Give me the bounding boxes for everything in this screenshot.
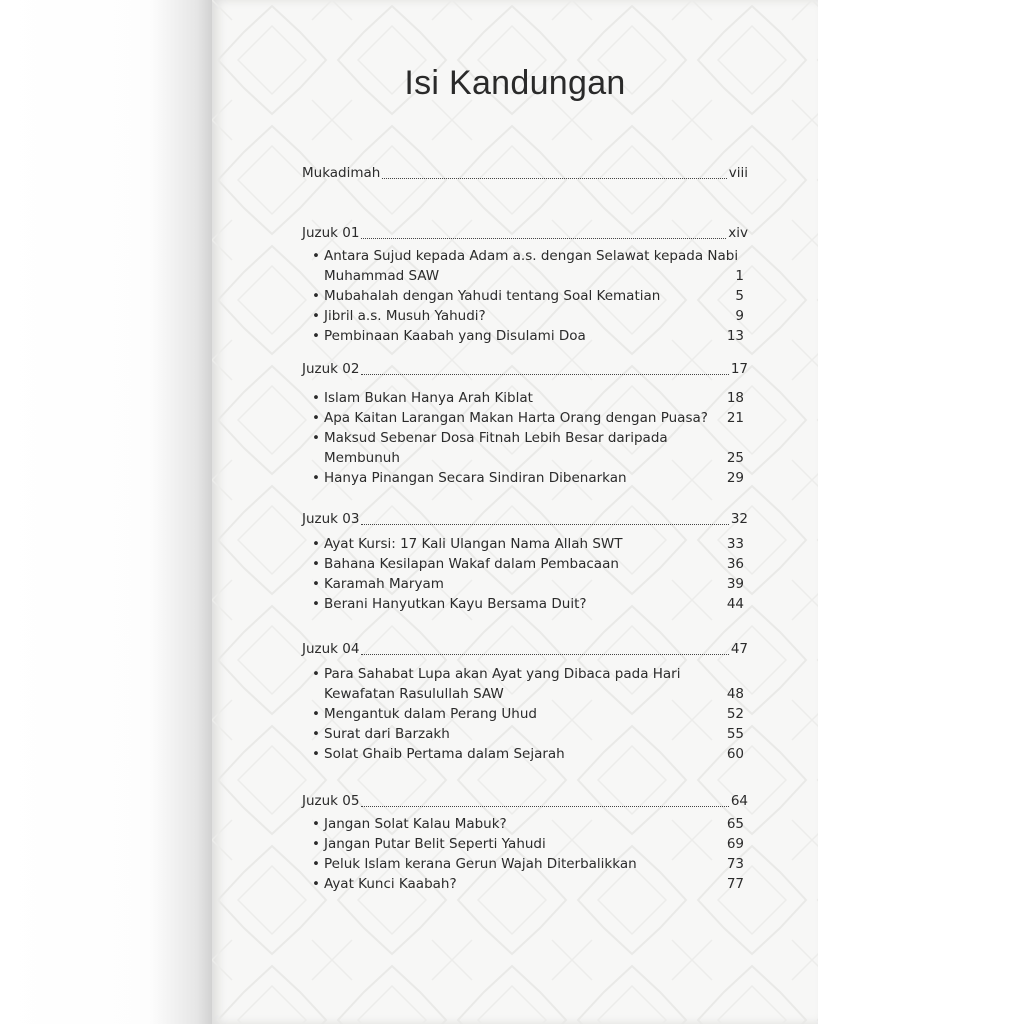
toc-chapter-page: 64: [730, 793, 748, 809]
toc-entry-page: 5: [735, 288, 744, 304]
toc-chapter-label: Juzuk 02: [302, 361, 360, 377]
toc-entry-page: 1: [735, 268, 744, 284]
toc-entry-page: 65: [726, 816, 744, 832]
toc-entry-title: Para Sahabat Lupa akan Ayat yang Dibaca pada Hari: [324, 666, 681, 682]
toc-entry-title: Pembinaan Kaabah yang Disulami Doa: [324, 328, 586, 344]
toc-chapter-page: xiv: [728, 225, 748, 241]
toc-entry-page: 52: [726, 706, 744, 722]
bullet-icon: •: [312, 328, 320, 344]
bullet-icon: •: [312, 726, 320, 742]
bullet-icon: •: [312, 390, 320, 406]
toc-entry-page: 33: [726, 536, 744, 552]
toc-entry-page: 36: [726, 556, 744, 572]
toc-entry-title: Solat Ghaib Pertama dalam Sejarah: [324, 746, 565, 762]
bullet-icon: •: [312, 410, 320, 426]
toc-entry-page: 77: [726, 876, 744, 892]
toc-entry-title-continued: Membunuh: [324, 450, 400, 466]
toc-entry-title: Jangan Solat Kalau Mabuk?: [324, 816, 507, 832]
toc-intro-label: Mukadimah: [302, 165, 381, 181]
bullet-icon: •: [312, 556, 320, 572]
bullet-icon: •: [312, 248, 320, 264]
book-spine: [0, 0, 214, 1024]
dot-leader: [382, 167, 726, 179]
toc-entry-title: Maksud Sebenar Dosa Fitnah Lebih Besar daripada: [324, 430, 668, 446]
bullet-icon: •: [312, 536, 320, 552]
toc-entry-title-continued: Muhammad SAW: [324, 268, 440, 284]
toc-entry-title-continued: Kewafatan Rasulullah SAW: [324, 686, 504, 702]
toc-entry-title: Bahana Kesilapan Wakaf dalam Pembacaan: [324, 556, 619, 572]
toc-chapter-label: Juzuk 04: [302, 641, 360, 657]
dot-leader: [361, 363, 728, 375]
toc-entry-title: Islam Bukan Hanya Arah Kiblat: [324, 390, 533, 406]
bullet-icon: •: [312, 430, 320, 446]
toc-chapter-page: 32: [730, 511, 748, 527]
toc-entry-page: 55: [726, 726, 744, 742]
toc-entry-title: Jibril a.s. Musuh Yahudi?: [324, 308, 486, 324]
toc-entry-title: Peluk Islam kerana Gerun Wajah Diterbalikkan: [324, 856, 637, 872]
toc-entry-page: 39: [726, 576, 744, 592]
bullet-icon: •: [312, 706, 320, 722]
toc-chapter-label: Juzuk 01: [302, 225, 360, 241]
toc-chapter-row[interactable]: [302, 224, 748, 242]
dot-leader: [361, 795, 728, 807]
bullet-icon: •: [312, 666, 320, 682]
dot-leader: [361, 643, 728, 655]
toc-entry-page: 13: [726, 328, 744, 344]
dot-leader: [361, 227, 726, 239]
toc-chapter-row[interactable]: [302, 360, 748, 378]
toc-entry-title: Berani Hanyutkan Kayu Bersama Duit?: [324, 596, 587, 612]
bullet-icon: •: [312, 876, 320, 892]
toc-entry-page: 18: [726, 390, 744, 406]
toc-chapter-label: Juzuk 05: [302, 793, 360, 809]
bullet-icon: •: [312, 596, 320, 612]
toc-entry-title: Jangan Putar Belit Seperti Yahudi: [324, 836, 546, 852]
toc-entry-title: Ayat Kursi: 17 Kali Ulangan Nama Allah SWT: [324, 536, 623, 552]
toc-entry-page: 29: [726, 470, 744, 486]
toc-entry-page: 44: [726, 596, 744, 612]
toc-entry-title: Mengantuk dalam Perang Uhud: [324, 706, 537, 722]
toc-entry-title: Apa Kaitan Larangan Makan Harta Orang dengan Puasa?: [324, 410, 708, 426]
bullet-icon: •: [312, 288, 320, 304]
toc-entry-title: Ayat Kunci Kaabah?: [324, 876, 457, 892]
toc-chapter-page: 17: [730, 361, 748, 377]
toc-entry-title: Antara Sujud kepada Adam a.s. dengan Selawat kepada Nabi: [324, 248, 739, 264]
toc-entry-page: 73: [726, 856, 744, 872]
toc-entry-title: Hanya Pinangan Secara Sindiran Dibenarkan: [324, 470, 627, 486]
bullet-icon: •: [312, 836, 320, 852]
bullet-icon: •: [312, 816, 320, 832]
toc-entry-title: Karamah Maryam: [324, 576, 444, 592]
toc-entry-title: Mubahalah dengan Yahudi tentang Soal Kematian: [324, 288, 661, 304]
toc-chapter-label: Juzuk 03: [302, 511, 360, 527]
toc-intro-row[interactable]: [302, 164, 748, 182]
toc-chapter-row[interactable]: [302, 510, 748, 528]
bullet-icon: •: [312, 308, 320, 324]
bullet-icon: •: [312, 576, 320, 592]
bullet-icon: •: [312, 856, 320, 872]
bullet-icon: •: [312, 746, 320, 762]
toc-chapter-row[interactable]: [302, 640, 748, 658]
toc-intro-page: viii: [728, 165, 748, 181]
toc-entry-page: 9: [735, 308, 744, 324]
outer-margin: [818, 0, 1024, 1024]
page-title: Isi Kandungan: [404, 64, 626, 102]
toc-chapter-page: 47: [730, 641, 748, 657]
toc-entry-page: 25: [726, 450, 744, 466]
toc-chapter-row[interactable]: [302, 792, 748, 810]
toc-entry-page: 60: [726, 746, 744, 762]
toc-entry-page: 48: [726, 686, 744, 702]
toc-entry-title: Surat dari Barzakh: [324, 726, 450, 742]
dot-leader: [361, 513, 728, 525]
bullet-icon: •: [312, 470, 320, 486]
toc-entry-page: 69: [726, 836, 744, 852]
toc-entry-page: 21: [726, 410, 744, 426]
